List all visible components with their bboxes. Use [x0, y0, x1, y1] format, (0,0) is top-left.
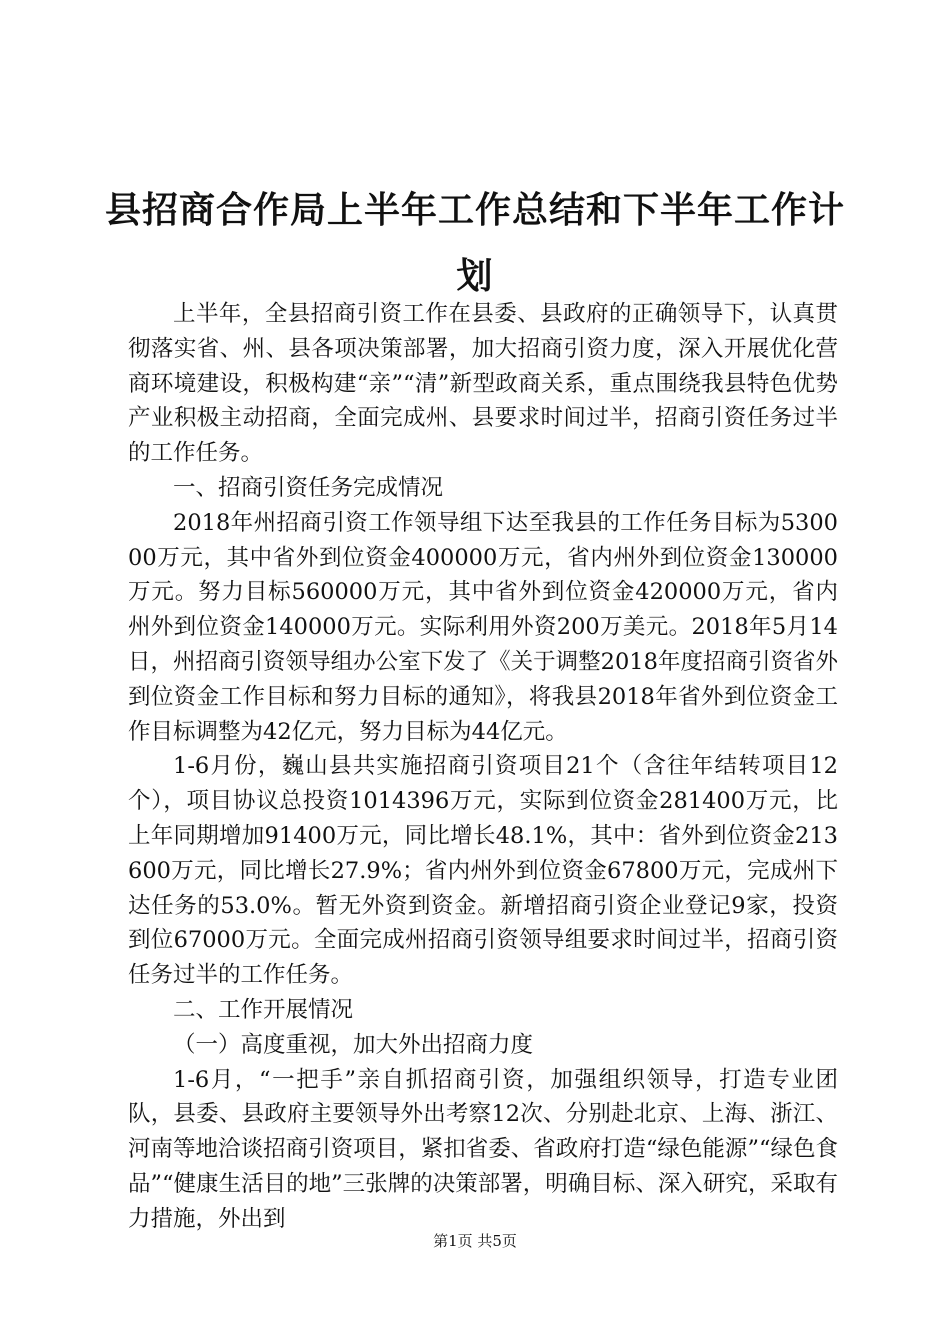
section-heading-1: 一、招商引资任务完成情况: [173, 474, 444, 501]
document-title: 县招商合作局上半年工作总结和下半年工作计划: [104, 190, 845, 297]
page-footer: 第1页 共5页: [433, 1232, 517, 1250]
section-heading-2: 二、工作开展情况: [173, 996, 354, 1023]
work-paragraph: 1-6月，“一把手”亲自抓招商引资，加强组织领导，打造专业团队，县委、县政府主要领导外出考察12次、分别赴北京、上海、浙江、河南等地洽谈招商引资项目，紧扣省委、省政府打造“绿色能源”“绿色食品”“健康生活目的地”三张牌的决策部署，明确目标、深入研究，采取有力措施，外出到: [128, 1066, 838, 1232]
document-body: [128, 297, 838, 1237]
targets-paragraph: 2018年州招商引资工作领导组下达至我县的工作任务目标为530000万元，其中省外到位资金400000万元，省内州外到位资金130000万元。努力目标560000万元，其中省外到位资金420000万元，省内州外到位资金140000万元。实际利用外资200万美元。2018年5月14日，州招商引资领导组办公室下发了《关于调整2018年度招商引资省外到位资金工作目标和努力目标的通知》，将我县2018年省外到位资金工作目标调整为42亿元，努力目标为44亿元。: [128, 509, 838, 745]
intro-paragraph: 上半年，全县招商引资工作在县委、县政府的正确领导下，认真贯彻落实省、州、县各项决策部署，加大招商引资力度，深入开展优化营商环境建设，积极构建“亲”“清”新型政商关系，重点围绕我县特色优势产业积极主动招商，全面完成州、县要求时间过半，招商引资任务过半的工作任务。: [128, 301, 838, 467]
subsection-heading-1: （一）高度重视，加大外出招商力度: [173, 1031, 534, 1058]
progress-paragraph: 1-6月份，巍山县共实施招商引资项目21个（含往年结转项目12个），项目协议总投资1014396万元，实际到位资金281400万元，比上年同期增加91400万元，同比增长48.1%，其中：省外到位资金213600万元，同比增长27.9%；省内州外到位资金67800万元，完成州下达任务的53.0%。暂无外资到资金。新增招商引资企业登记9家，投资到位67000万元。全面完成州招商引资领导组要求时间过半，招商引资任务过半的工作任务。: [128, 753, 838, 989]
